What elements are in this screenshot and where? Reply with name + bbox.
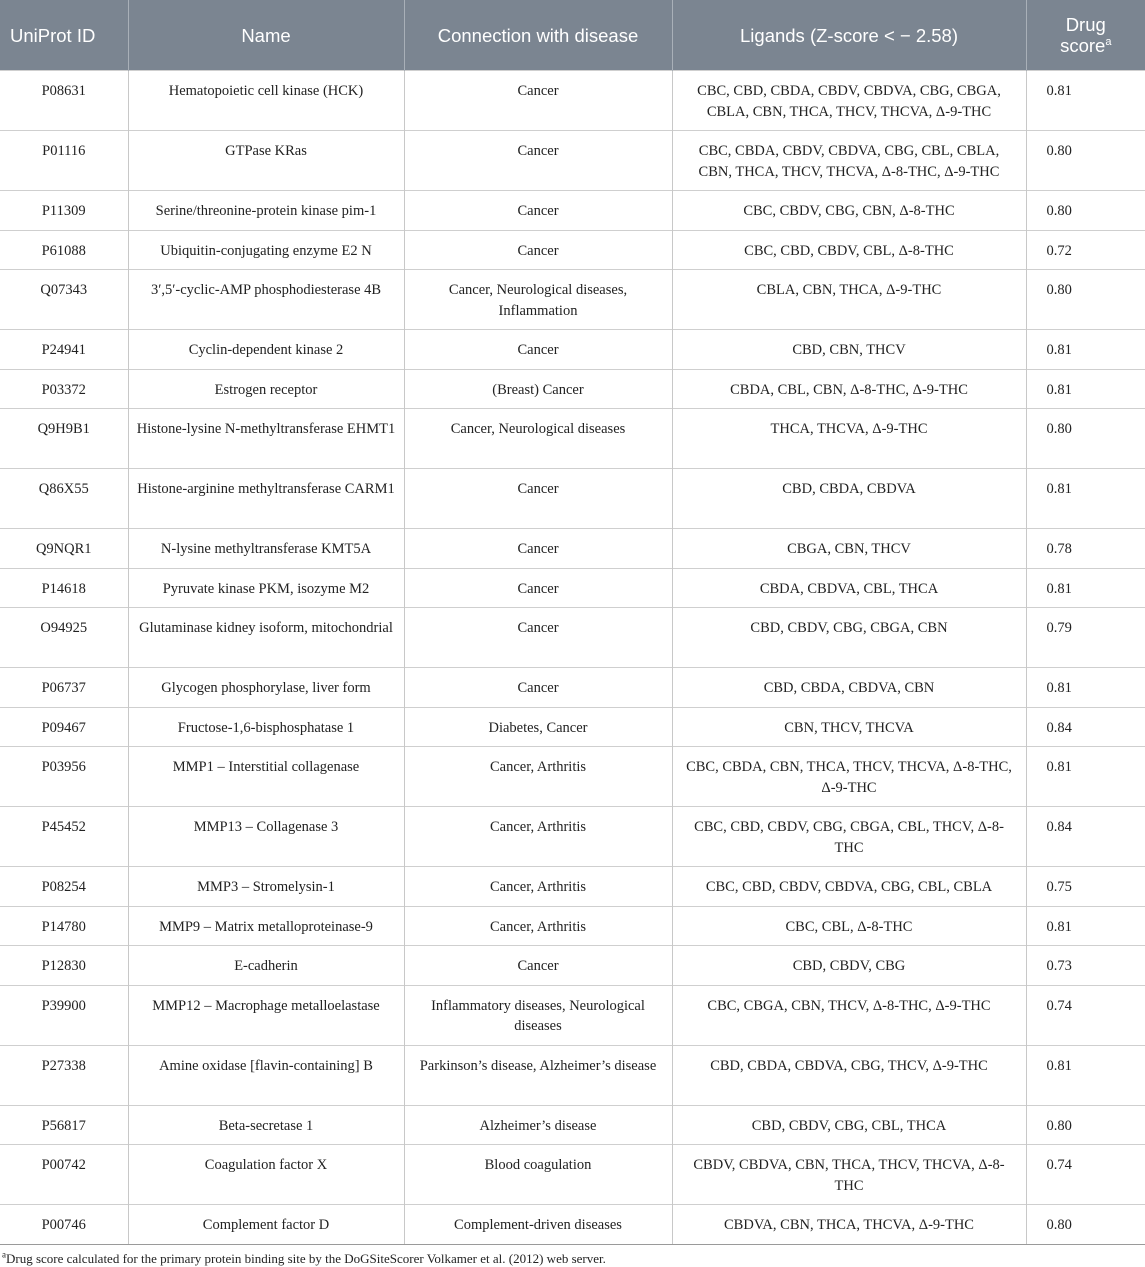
cell-name: Ubiquitin-conjugating enzyme E2 N xyxy=(128,230,404,270)
cell-ligands: CBC, CBDA, CBDV, CBDVA, CBG, CBL, CBLA, CBN, THCA, THCV, THCVA, Δ-8-THC, Δ-9-THC xyxy=(672,131,1026,191)
cell-uniprot-id: Q9NQR1 xyxy=(0,529,128,569)
cell-connection-with-disease: Blood coagulation xyxy=(404,1145,672,1205)
cell-ligands: CBN, THCV, THCVA xyxy=(672,707,1026,747)
cell-name: 3′,5′-cyclic-AMP phosphodiesterase 4B xyxy=(128,270,404,330)
cell-uniprot-id: P09467 xyxy=(0,707,128,747)
cell-drug-score: 0.80 xyxy=(1026,131,1145,191)
cell-connection-with-disease: Complement-driven diseases xyxy=(404,1205,672,1244)
cell-drug-score: 0.79 xyxy=(1026,608,1145,668)
cell-name: E-cadherin xyxy=(128,946,404,986)
cell-drug-score: 0.72 xyxy=(1026,230,1145,270)
cell-name: GTPase KRas xyxy=(128,131,404,191)
cell-name: MMP3 – Stromelysin-1 xyxy=(128,867,404,907)
cell-ligands: CBC, CBGA, CBN, THCV, Δ-8-THC, Δ-9-THC xyxy=(672,985,1026,1045)
cell-connection-with-disease: Cancer xyxy=(404,529,672,569)
cell-drug-score: 0.81 xyxy=(1026,330,1145,370)
cell-name: Fructose-1,6-bisphosphatase 1 xyxy=(128,707,404,747)
cell-uniprot-id: P12830 xyxy=(0,946,128,986)
cell-drug-score: 0.80 xyxy=(1026,1105,1145,1145)
cell-connection-with-disease: Cancer xyxy=(404,568,672,608)
cell-name: Cyclin-dependent kinase 2 xyxy=(128,330,404,370)
cell-drug-score: 0.81 xyxy=(1026,369,1145,409)
cell-uniprot-id: P14618 xyxy=(0,568,128,608)
cell-ligands: CBD, CBDV, CBG, CBGA, CBN xyxy=(672,608,1026,668)
cell-uniprot-id: P11309 xyxy=(0,191,128,231)
cell-ligands: CBD, CBDA, CBDVA, CBG, THCV, Δ-9-THC xyxy=(672,1045,1026,1105)
cell-drug-score: 0.73 xyxy=(1026,946,1145,986)
cell-ligands: THCA, THCVA, Δ-9-THC xyxy=(672,409,1026,469)
cell-connection-with-disease: Cancer xyxy=(404,608,672,668)
cell-connection-with-disease: Cancer xyxy=(404,131,672,191)
header-row xyxy=(0,0,1145,71)
cell-drug-score: 0.78 xyxy=(1026,529,1145,569)
cell-ligands: CBC, CBD, CBDV, CBDVA, CBG, CBL, CBLA xyxy=(672,867,1026,907)
table-row xyxy=(0,270,1145,330)
cell-ligands: CBDA, CBL, CBN, Δ-8-THC, Δ-9-THC xyxy=(672,369,1026,409)
cell-name: Complement factor D xyxy=(128,1205,404,1244)
cell-ligands: CBDA, CBDVA, CBL, THCA xyxy=(672,568,1026,608)
cell-uniprot-id: P00742 xyxy=(0,1145,128,1205)
cell-uniprot-id: P08631 xyxy=(0,71,128,131)
cell-connection-with-disease: Cancer, Neurological diseases xyxy=(404,409,672,469)
table-row xyxy=(0,946,1145,986)
cell-name: Coagulation factor X xyxy=(128,1145,404,1205)
cell-uniprot-id: P61088 xyxy=(0,230,128,270)
cell-uniprot-id: P06737 xyxy=(0,668,128,708)
cell-uniprot-id: P45452 xyxy=(0,807,128,867)
cell-name: Serine/threonine-protein kinase pim-1 xyxy=(128,191,404,231)
footnote-text: Drug score calculated for the primary protein binding site by the DoGSiteScorer Volkamer et al. (2012) web server. xyxy=(6,1250,606,1266)
cell-drug-score: 0.80 xyxy=(1026,409,1145,469)
cell-connection-with-disease: Cancer, Neurological diseases, Inflammation xyxy=(404,270,672,330)
cell-ligands: CBD, CBDA, CBDVA, CBN xyxy=(672,668,1026,708)
cell-drug-score: 0.80 xyxy=(1026,270,1145,330)
cell-connection-with-disease: Alzheimer’s disease xyxy=(404,1105,672,1145)
cell-connection-with-disease: Cancer xyxy=(404,191,672,231)
cell-connection-with-disease: Cancer xyxy=(404,230,672,270)
cell-uniprot-id: Q86X55 xyxy=(0,469,128,529)
cell-ligands: CBC, CBD, CBDV, CBG, CBGA, CBL, THCV, Δ-8-THC xyxy=(672,807,1026,867)
table-row xyxy=(0,807,1145,867)
cell-uniprot-id: P24941 xyxy=(0,330,128,370)
cell-uniprot-id: P14780 xyxy=(0,906,128,946)
cell-drug-score: 0.80 xyxy=(1026,1205,1145,1244)
table-row xyxy=(0,369,1145,409)
cell-ligands: CBDVA, CBN, THCA, THCVA, Δ-9-THC xyxy=(672,1205,1026,1244)
cell-name: Amine oxidase [flavin-containing] B xyxy=(128,1045,404,1105)
header-drug-score-footnote-marker: a xyxy=(1105,35,1112,48)
cell-connection-with-disease: Cancer xyxy=(404,946,672,986)
cell-connection-with-disease: Diabetes, Cancer xyxy=(404,707,672,747)
cell-name: Beta-secretase 1 xyxy=(128,1105,404,1145)
cell-connection-with-disease: Parkinson’s disease, Alzheimer’s disease xyxy=(404,1045,672,1105)
cell-ligands: CBD, CBN, THCV xyxy=(672,330,1026,370)
cell-name: Hematopoietic cell kinase (HCK) xyxy=(128,71,404,131)
cell-name: MMP1 – Interstitial collagenase xyxy=(128,747,404,807)
cell-ligands: CBGA, CBN, THCV xyxy=(672,529,1026,569)
cell-ligands: CBC, CBDV, CBG, CBN, Δ-8-THC xyxy=(672,191,1026,231)
cell-uniprot-id: P39900 xyxy=(0,985,128,1045)
header-ligands: Ligands (Z-score < − 2.58) xyxy=(672,0,1026,71)
cell-drug-score: 0.74 xyxy=(1026,1145,1145,1205)
table-row xyxy=(0,409,1145,469)
table-row xyxy=(0,330,1145,370)
cell-ligands: CBDV, CBDVA, CBN, THCA, THCV, THCVA, Δ-8-THC xyxy=(672,1145,1026,1205)
cell-ligands: CBLA, CBN, THCA, Δ-9-THC xyxy=(672,270,1026,330)
cell-ligands: CBC, CBD, CBDV, CBL, Δ-8-THC xyxy=(672,230,1026,270)
table-row xyxy=(0,867,1145,907)
header-drug-score-line2: score xyxy=(1060,35,1106,56)
cell-drug-score: 0.81 xyxy=(1026,747,1145,807)
cell-name: N-lysine methyltransferase KMT5A xyxy=(128,529,404,569)
table-row xyxy=(0,469,1145,529)
table-body xyxy=(0,71,1145,1244)
cell-uniprot-id: P01116 xyxy=(0,131,128,191)
table-row xyxy=(0,1105,1145,1145)
header-drug-score-line1: Drug xyxy=(1065,14,1106,35)
cell-uniprot-id: Q9H9B1 xyxy=(0,409,128,469)
cell-ligands: CBD, CBDV, CBG xyxy=(672,946,1026,986)
cell-name: Glycogen phosphorylase, liver form xyxy=(128,668,404,708)
cell-uniprot-id: P08254 xyxy=(0,867,128,907)
cell-drug-score: 0.81 xyxy=(1026,668,1145,708)
cell-drug-score: 0.84 xyxy=(1026,807,1145,867)
cell-drug-score: 0.84 xyxy=(1026,707,1145,747)
table-row xyxy=(0,668,1145,708)
table-row xyxy=(0,1045,1145,1105)
cell-uniprot-id: P03956 xyxy=(0,747,128,807)
header-uniprot-id: UniProt ID xyxy=(0,0,128,71)
cell-drug-score: 0.81 xyxy=(1026,568,1145,608)
cell-name: Histone-arginine methyltransferase CARM1 xyxy=(128,469,404,529)
table-row xyxy=(0,1205,1145,1244)
cell-connection-with-disease: Cancer, Arthritis xyxy=(404,867,672,907)
cell-connection-with-disease: Cancer xyxy=(404,330,672,370)
cell-connection-with-disease: Cancer xyxy=(404,469,672,529)
cell-drug-score: 0.81 xyxy=(1026,906,1145,946)
cell-uniprot-id: P03372 xyxy=(0,369,128,409)
cell-connection-with-disease: Cancer, Arthritis xyxy=(404,747,672,807)
header-connection-with-disease: Connection with disease xyxy=(404,0,672,71)
cell-drug-score: 0.81 xyxy=(1026,1045,1145,1105)
cell-connection-with-disease: Cancer, Arthritis xyxy=(404,807,672,867)
cell-drug-score: 0.81 xyxy=(1026,71,1145,131)
cell-ligands: CBC, CBD, CBDA, CBDV, CBDVA, CBG, CBGA, CBLA, CBN, THCA, THCV, THCVA, Δ-9-THC xyxy=(672,71,1026,131)
cell-ligands: CBC, CBL, Δ-8-THC xyxy=(672,906,1026,946)
cell-drug-score: 0.74 xyxy=(1026,985,1145,1045)
table-row xyxy=(0,529,1145,569)
cell-drug-score: 0.75 xyxy=(1026,867,1145,907)
table-row xyxy=(0,71,1145,131)
cell-uniprot-id: Q07343 xyxy=(0,270,128,330)
header-name: Name xyxy=(128,0,404,71)
cell-name: Glutaminase kidney isoform, mitochondrial xyxy=(128,608,404,668)
cell-uniprot-id: P56817 xyxy=(0,1105,128,1145)
table-row xyxy=(0,191,1145,231)
cell-name: MMP13 – Collagenase 3 xyxy=(128,807,404,867)
cell-ligands: CBC, CBDA, CBN, THCA, THCV, THCVA, Δ-8-THC, Δ-9-THC xyxy=(672,747,1026,807)
cell-uniprot-id: P00746 xyxy=(0,1205,128,1244)
cell-name: Histone-lysine N-methyltransferase EHMT1 xyxy=(128,409,404,469)
cell-name: MMP9 – Matrix metalloproteinase-9 xyxy=(128,906,404,946)
cell-name: Estrogen receptor xyxy=(128,369,404,409)
cell-ligands: CBD, CBDA, CBDVA xyxy=(672,469,1026,529)
cell-name: Pyruvate kinase PKM, isozyme M2 xyxy=(128,568,404,608)
footnote-marker: a xyxy=(2,1249,6,1260)
table-row xyxy=(0,707,1145,747)
cell-connection-with-disease: Cancer xyxy=(404,71,672,131)
table-row xyxy=(0,608,1145,668)
cell-connection-with-disease: Cancer xyxy=(404,668,672,708)
cell-uniprot-id: P27338 xyxy=(0,1045,128,1105)
cell-connection-with-disease: Cancer, Arthritis xyxy=(404,906,672,946)
cell-connection-with-disease: (Breast) Cancer xyxy=(404,369,672,409)
table-row xyxy=(0,131,1145,191)
table-row xyxy=(0,568,1145,608)
cell-drug-score: 0.81 xyxy=(1026,469,1145,529)
cell-connection-with-disease: Inflammatory diseases, Neurological diseases xyxy=(404,985,672,1045)
cell-uniprot-id: O94925 xyxy=(0,608,128,668)
cell-ligands: CBD, CBDV, CBG, CBL, THCA xyxy=(672,1105,1026,1145)
table-row xyxy=(0,906,1145,946)
table-row xyxy=(0,230,1145,270)
cell-drug-score: 0.80 xyxy=(1026,191,1145,231)
table-row xyxy=(0,1145,1145,1205)
table-row xyxy=(0,747,1145,807)
table-row xyxy=(0,985,1145,1045)
header-drug-score xyxy=(1026,0,1145,71)
table-header xyxy=(0,0,1145,71)
cell-name: MMP12 – Macrophage metalloelastase xyxy=(128,985,404,1045)
